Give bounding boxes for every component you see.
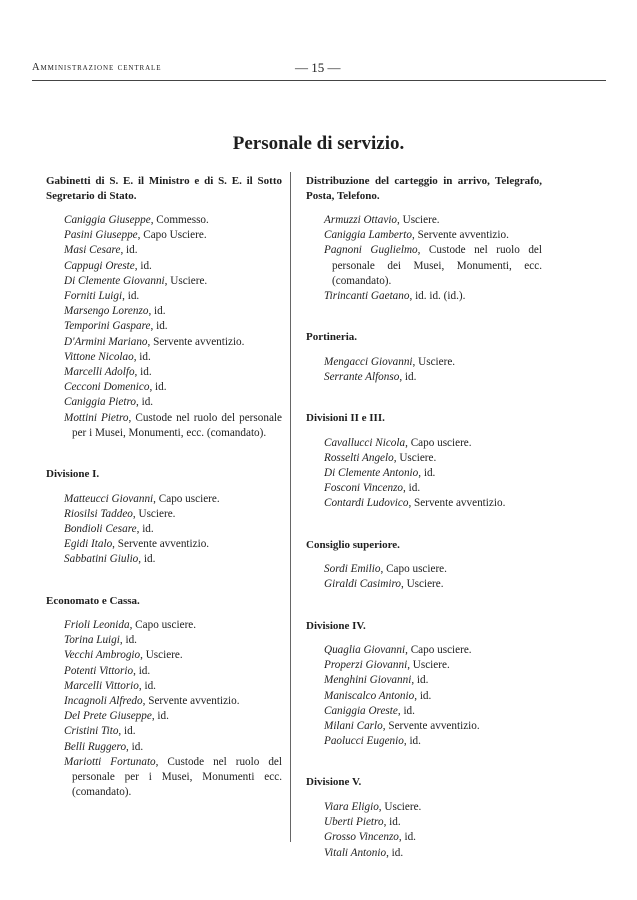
staff-name: Temporini Gaspare: [64, 320, 151, 333]
staff-role: , id.: [119, 634, 137, 647]
staff-entry: [306, 355, 542, 370]
staff-role: , id.: [383, 816, 401, 829]
staff-role: , Usciere.: [407, 659, 450, 672]
staff-name: D'Armini Mariano: [64, 335, 148, 348]
left-column: [46, 174, 282, 827]
section-heading: Gabinetti di S. E. il Ministro e di S. E. il Sotto Segretario di Stato.: [46, 175, 282, 202]
staff-entry: [46, 709, 282, 724]
staff-entry: [306, 577, 542, 592]
staff-role: , id.: [398, 831, 416, 844]
section-heading: Consiglio superiore.: [306, 538, 400, 551]
staff-name: Egidi Italo: [64, 538, 113, 551]
staff-entry: [306, 673, 542, 688]
staff-role: , id.: [151, 710, 169, 723]
staff-name: Milani Carlo: [324, 720, 383, 733]
staff-name: Rosselti Angelo: [324, 451, 394, 464]
staff-name: Cecconi Domenico: [64, 381, 150, 394]
staff-name: Pasini Giuseppe: [64, 229, 138, 242]
staff-name: Marsengo Lorenzo: [64, 305, 149, 318]
staff-entry: [306, 719, 542, 734]
section: [306, 411, 542, 512]
staff-entry: [306, 466, 542, 481]
staff-name: Caniggia Oreste: [324, 704, 398, 717]
right-column: [306, 174, 542, 887]
staff-name: Torina Luigi: [64, 634, 120, 647]
staff-role: , Usciere.: [400, 578, 444, 591]
staff-name: Cappugi Oreste: [64, 259, 135, 272]
staff-name: Sordi Emilio: [324, 563, 381, 576]
staff-name: Vecchi Ambrogio: [64, 649, 141, 662]
staff-role: , Servente avventizio.: [382, 720, 480, 733]
staff-name: Grosso Vincenzo: [324, 831, 399, 844]
staff-name: Di Clemente Giovanni: [64, 274, 165, 287]
staff-role: , id.: [149, 381, 167, 394]
staff-entry: [306, 734, 542, 749]
staff-entry: [46, 335, 282, 350]
section: [46, 467, 282, 568]
page-number: — 15 —: [295, 60, 341, 75]
staff-entry: [46, 213, 282, 228]
section: [306, 538, 542, 593]
staff-name: Properzi Giovanni: [324, 659, 408, 672]
staff-name: Mengacci Giovanni: [324, 355, 413, 368]
section-heading: Divisioni II e III.: [306, 412, 385, 425]
staff-entry: [46, 395, 282, 410]
staff-name: Matteucci Giovanni: [64, 492, 154, 505]
staff-name: Mottini Pietro: [64, 411, 129, 424]
section-heading: Divisione I.: [46, 468, 100, 481]
staff-entry: [46, 350, 282, 365]
staff-entry: [306, 496, 542, 511]
staff-entry: [46, 243, 282, 258]
running-header: [32, 62, 606, 80]
staff-name: Potenti Vittorio: [64, 664, 134, 677]
staff-role: , Capo usciere.: [153, 492, 220, 505]
staff-role: , Custode nel ruolo del personale per i Musei, Monumenti ecc. (comandato).: [72, 755, 282, 799]
staff-role: , id.: [386, 846, 404, 859]
staff-role: , Capo Usciere.: [137, 229, 207, 242]
staff-role: , Usciere.: [132, 507, 176, 520]
staff-entry: [46, 228, 282, 243]
staff-role: , id.: [126, 740, 144, 753]
staff-entry: [46, 365, 282, 380]
staff-role: , Servente avventizio.: [411, 229, 509, 242]
staff-name: Menghini Giovanni: [324, 674, 412, 687]
staff-entry: [306, 213, 542, 228]
section: [306, 775, 542, 860]
staff-role: , Commesso.: [150, 214, 209, 226]
staff-entry: [306, 846, 542, 861]
staff-name: Tirincanti Gaetano: [324, 290, 410, 303]
staff-role: , Usciere.: [393, 451, 437, 464]
staff-name: Del Prete Giuseppe: [64, 710, 152, 723]
staff-entry: [306, 289, 542, 304]
staff-entry: [46, 755, 282, 801]
staff-entry: [46, 552, 282, 567]
section: [306, 619, 542, 750]
staff-name: Caniggia Pietro: [64, 396, 136, 409]
staff-name: Fosconi Vincenzo: [324, 482, 404, 495]
staff-entry: [46, 289, 282, 304]
staff-role: , id.: [403, 735, 421, 748]
staff-entry: [306, 436, 542, 451]
section: [306, 174, 542, 304]
staff-entry: [306, 800, 542, 815]
section: [306, 330, 542, 385]
staff-role: , Usciere.: [397, 214, 440, 226]
staff-name: Masi Cesare: [64, 244, 121, 257]
staff-name: Paolucci Eugenio: [324, 735, 404, 748]
staff-name: Frioli Leonida: [64, 619, 130, 632]
staff-entry: [46, 492, 282, 507]
staff-entry: [306, 228, 542, 243]
staff-name: Sabbatini Giulio: [64, 553, 139, 566]
staff-name: Armuzzi Ottavio: [324, 214, 398, 226]
staff-role: , Usciere.: [412, 355, 456, 368]
staff-role: , id.: [136, 396, 154, 409]
section-heading: Economato e Cassa.: [46, 594, 140, 607]
staff-role: , Servente avventizio.: [112, 538, 210, 551]
staff-role: , Servente avventizio.: [142, 695, 240, 708]
staff-role: , Capo usciere.: [405, 436, 472, 449]
staff-entry: [46, 648, 282, 663]
staff-entry: [46, 618, 282, 633]
staff-name: Giraldi Casimiro: [324, 578, 401, 591]
section-heading: Distribuzione del carteggio in arrivo, Telegrafo, Posta, Telefono.: [306, 175, 542, 202]
staff-entry: [46, 694, 282, 709]
staff-entry: [306, 370, 542, 385]
staff-role: , id.: [118, 725, 136, 738]
staff-name: Cristini Tito: [64, 725, 119, 738]
staff-name: Uberti Pietro: [324, 816, 384, 829]
staff-entry: [46, 724, 282, 739]
staff-name: Riosilsi Taddeo: [64, 507, 133, 520]
staff-entry: [306, 658, 542, 673]
staff-entry: [46, 380, 282, 395]
staff-name: Vittone Nicolao: [64, 350, 134, 363]
section: [46, 174, 282, 441]
staff-entry: [46, 274, 282, 289]
page-title: Personale di servizio.: [232, 133, 405, 154]
section-heading: Divisione V.: [306, 776, 362, 789]
staff-name: Incagnoli Alfredo: [64, 695, 143, 708]
staff-name: Bondioli Cesare: [64, 522, 137, 535]
header-rule: [32, 80, 606, 81]
staff-role: , Capo usciere.: [380, 563, 447, 576]
staff-role: , id.: [397, 704, 415, 717]
staff-entry: [306, 830, 542, 845]
section-heading: Divisione IV.: [306, 619, 366, 632]
staff-name: Di Clemente Antonio: [324, 467, 419, 480]
staff-name: Marcelli Vittorio: [64, 679, 139, 692]
staff-entry: [46, 633, 282, 648]
staff-name: Pagnoni Guglielmo: [324, 244, 418, 257]
section-heading: Portineria.: [306, 331, 358, 344]
staff-role: , id.: [134, 259, 152, 272]
staff-entry: [46, 664, 282, 679]
staff-role: , id.: [138, 553, 156, 566]
staff-name: Maniscalco Antonio: [324, 689, 415, 702]
staff-role: , id.: [414, 689, 432, 702]
staff-role: , Capo usciere.: [129, 619, 197, 632]
staff-entry: [46, 740, 282, 755]
staff-entry: [306, 451, 542, 466]
staff-name: Viara Eligio: [324, 800, 379, 813]
column-divider: [290, 172, 291, 842]
staff-entry: [46, 259, 282, 274]
staff-role: , id. id. (id.).: [409, 290, 466, 303]
staff-entry: [306, 562, 542, 577]
running-header-title: Amministrazione centrale: [32, 62, 162, 73]
staff-name: Mariotti Fortunato: [64, 755, 156, 768]
staff-role: , id.: [138, 679, 156, 692]
staff-role: , Usciere.: [378, 800, 422, 813]
staff-entry: [306, 481, 542, 496]
staff-role: , id.: [399, 370, 417, 383]
staff-entry: [46, 304, 282, 319]
staff-name: Caniggia Lamberto: [324, 229, 412, 242]
staff-name: Forniti Luigi: [64, 290, 123, 303]
staff-entry: [306, 243, 542, 289]
staff-role: , id.: [411, 674, 429, 687]
staff-role: , Usciere.: [164, 274, 208, 287]
staff-name: Cavallucci Nicola: [324, 436, 406, 449]
staff-role: , Servente avventizio.: [147, 335, 245, 348]
staff-role: , id.: [418, 467, 436, 480]
staff-role: , id.: [134, 366, 152, 379]
staff-role: , id.: [403, 482, 421, 495]
staff-name: Marcelli Adolfo: [64, 366, 135, 379]
staff-entry: [306, 815, 542, 830]
staff-role: , id.: [120, 244, 138, 257]
staff-role: , id.: [136, 522, 154, 535]
staff-name: Quaglia Giovanni: [324, 644, 406, 657]
staff-role: , id.: [133, 664, 151, 677]
staff-entry: [306, 689, 542, 704]
staff-entry: [46, 411, 282, 441]
staff-role: , Custode nel ruolo del personale per i Musei, Monumenti, ecc. (comandato).: [72, 411, 282, 439]
staff-entry: [46, 507, 282, 522]
staff-role: , Servente avventizio.: [408, 497, 506, 510]
staff-role: , Custode nel ruolo del personale dei Musei, Monumenti, ecc. (comandato).: [332, 244, 542, 287]
staff-role: , Usciere.: [140, 649, 183, 662]
staff-entry: [46, 679, 282, 694]
staff-entry: [306, 704, 542, 719]
section: [46, 594, 282, 801]
staff-entry: [46, 522, 282, 537]
staff-name: Contardi Ludovico: [324, 497, 409, 510]
staff-name: Belli Ruggero: [64, 740, 127, 753]
staff-role: , id.: [148, 305, 166, 318]
staff-role: , id.: [133, 350, 151, 363]
staff-entry: [46, 319, 282, 334]
staff-role: , id.: [122, 290, 140, 303]
staff-entry: [46, 537, 282, 552]
staff-name: Caniggia Giuseppe: [64, 214, 151, 226]
staff-name: Vitali Antonio: [324, 846, 387, 859]
staff-role: , id.: [150, 320, 168, 333]
staff-entry: [306, 643, 542, 658]
staff-role: , Capo usciere.: [405, 644, 472, 657]
staff-name: Serrante Alfonso: [324, 370, 400, 383]
